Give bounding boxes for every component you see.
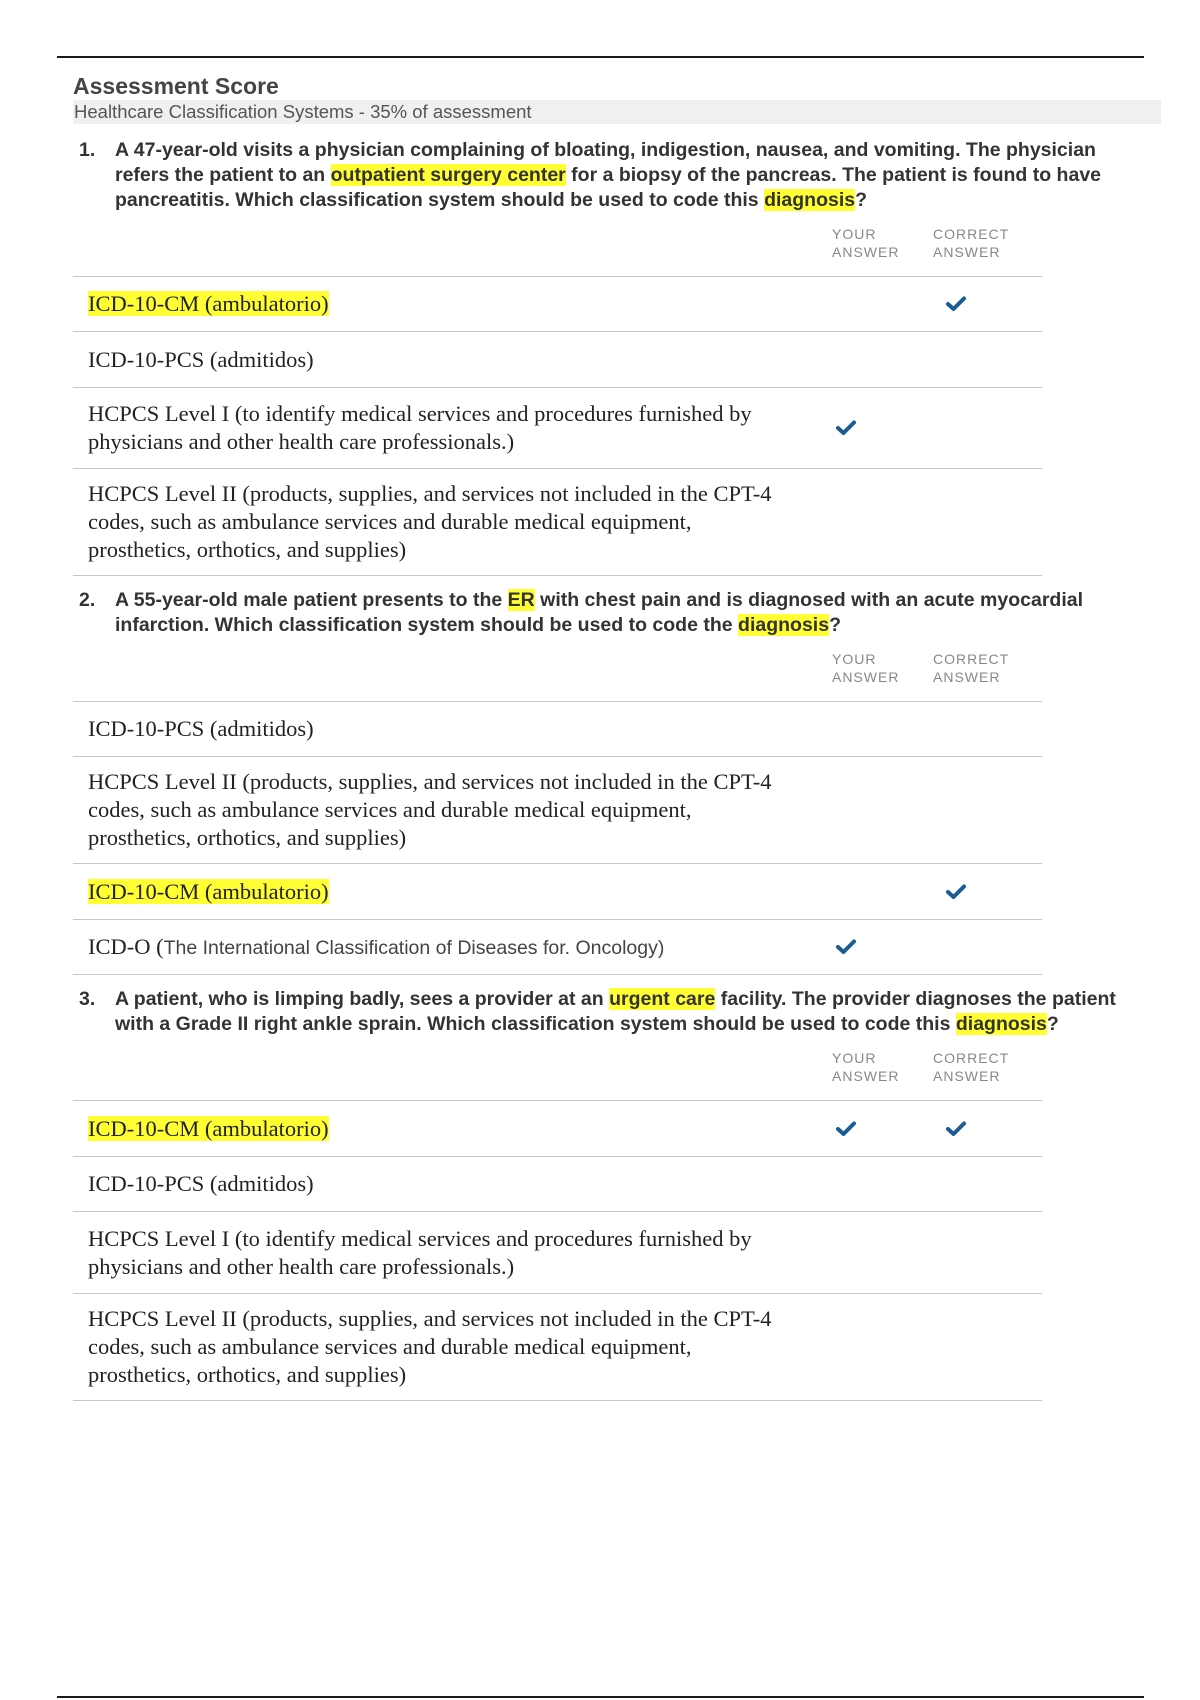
top-rule <box>57 56 1144 58</box>
answer-option-row <box>73 920 1042 975</box>
question-number: 3. <box>79 988 96 1010</box>
check-icon <box>836 939 856 955</box>
answer-option-row <box>73 757 1042 864</box>
your-answer-cell <box>823 1121 932 1137</box>
option-text: ICD-10-CM (ambulatorio) <box>88 1115 329 1141</box>
check-icon <box>946 1121 966 1137</box>
bottom-rule <box>57 1696 1144 1698</box>
answer-option-label <box>73 480 823 564</box>
your-answer-header: YOUR ANSWER <box>832 651 900 685</box>
option-text: ICD-10-PCS (admitidos) <box>88 716 314 741</box>
correct-answer-header: CORRECT ANSWER <box>933 226 1009 260</box>
option-text: ICD-O ( <box>88 933 164 959</box>
highlighted-term: outpatient surgery center <box>330 164 566 186</box>
check-icon <box>946 884 966 900</box>
answer-option-label <box>73 933 823 962</box>
prompt-text: ? <box>855 189 868 211</box>
highlighted-term: diagnosis <box>738 614 830 636</box>
option-text: ICD-10-PCS (admitidos) <box>88 1171 314 1196</box>
option-text: HCPCS Level I (to identify medical services and procedures furnished by physicians and other health care professionals.) <box>88 401 752 454</box>
answer-option-row <box>73 1294 1042 1401</box>
prompt-text: for a biopsy of the pancreas. The patient is found to have pancreatitis. Which classification system should be used to code this <box>115 164 1102 211</box>
answer-option-label <box>73 1115 823 1143</box>
prompt-text: ? <box>1046 1013 1059 1035</box>
answer-table <box>73 223 1042 576</box>
check-icon <box>836 420 856 436</box>
your-answer-header: YOUR ANSWER <box>832 1050 900 1084</box>
answer-option-label <box>73 290 823 318</box>
question-block <box>73 588 1163 975</box>
answer-option-row <box>73 469 1042 576</box>
question-list <box>73 138 1163 1401</box>
question-text <box>73 588 1163 638</box>
option-text: ICD-10-CM (ambulatorio) <box>88 878 329 904</box>
question-block <box>73 138 1163 576</box>
answer-option-label <box>73 878 823 906</box>
your-answer-header: YOUR ANSWER <box>832 226 900 260</box>
answer-option-label <box>73 1170 823 1198</box>
question-number: 1. <box>79 139 96 161</box>
question-number: 2. <box>79 589 96 611</box>
option-text: HCPCS Level II (products, supplies, and services not included in the CPT-4 codes, such as ambulance services and durable medical equipment, prosthetics, orthotics, and supplies) <box>88 1306 772 1387</box>
check-icon <box>836 1121 856 1137</box>
highlighted-term: diagnosis <box>764 189 856 211</box>
answer-option-row <box>73 388 1042 469</box>
question-prompt <box>115 588 1155 638</box>
question-text <box>73 138 1163 213</box>
answer-table <box>73 1047 1042 1401</box>
section-subtitle: Healthcare Classification Systems - 35% of assessment <box>73 100 1161 124</box>
question-block <box>73 987 1163 1401</box>
question-prompt <box>115 138 1155 213</box>
answer-option-row <box>73 277 1042 332</box>
correct-answer-cell <box>932 884 1042 900</box>
prompt-text: ? <box>829 614 841 636</box>
option-text: ICD-10-PCS (admitidos) <box>88 346 314 372</box>
answer-option-label <box>73 715 823 743</box>
answer-column-headers <box>73 223 1042 277</box>
answer-option-row <box>73 1157 1042 1212</box>
answer-option-row <box>73 864 1042 920</box>
answer-option-row <box>73 1101 1042 1157</box>
your-answer-cell <box>823 939 932 955</box>
answer-column-headers <box>73 1047 1042 1101</box>
answer-option-label <box>73 400 823 456</box>
option-text: HCPCS Level I (to identify medical services and procedures furnished by physicians and other health care professionals.) <box>88 1225 752 1279</box>
answer-column-headers <box>73 648 1042 702</box>
check-icon <box>946 296 966 312</box>
option-text: HCPCS Level II (products, supplies, and services not included in the CPT-4 codes, such as ambulance services and durable medical equipment, prosthetics, orthotics, and supplies) <box>88 769 772 850</box>
option-text: HCPCS Level II (products, supplies, and services not included in the CPT-4 codes, such as ambulance services and durable medical equipment, prosthetics, orthotics, and supplies) <box>88 481 772 562</box>
question-prompt <box>115 987 1155 1037</box>
answer-option-label <box>73 346 823 374</box>
highlighted-term: ER <box>507 589 535 611</box>
your-answer-cell <box>823 420 932 436</box>
answer-option-label <box>73 1225 823 1281</box>
prompt-text: A patient, who is limping badly, sees a provider at an <box>115 988 610 1010</box>
correct-answer-header: CORRECT ANSWER <box>933 1050 1009 1084</box>
prompt-text: A 55-year-old male patient presents to the <box>115 589 508 611</box>
option-text-detail: The International Classification of Diseases for. Oncology) <box>163 936 665 959</box>
prompt-text: A 47-year-old visits a physician complaining of bloating, indigestion, nausea, and vomiting. The physician refers the patient to an <box>115 139 1096 186</box>
option-text: ICD-10-CM (ambulatorio) <box>88 291 329 316</box>
question-text <box>73 987 1163 1037</box>
answer-option-row <box>73 1212 1042 1294</box>
answer-option-row <box>73 332 1042 388</box>
prompt-text: facility. The provider diagnoses the patient with a Grade II right ankle sprain. Which classification system should be used to code this <box>115 988 1116 1035</box>
assessment-page <box>73 72 1163 1401</box>
correct-answer-header: CORRECT ANSWER <box>933 651 1009 685</box>
correct-answer-cell <box>932 296 1042 312</box>
highlighted-term: diagnosis <box>955 1013 1047 1035</box>
answer-option-label <box>73 1305 823 1389</box>
answer-option-label <box>73 768 823 852</box>
correct-answer-cell <box>932 1121 1042 1137</box>
answer-option-row <box>73 702 1042 757</box>
prompt-text: with chest pain and is diagnosed with an acute myocardial infarction. Which classification system should be used to code the <box>115 589 1084 636</box>
page-title: Assessment Score <box>73 73 279 99</box>
answer-table <box>73 648 1042 975</box>
highlighted-term: urgent care <box>609 988 716 1010</box>
